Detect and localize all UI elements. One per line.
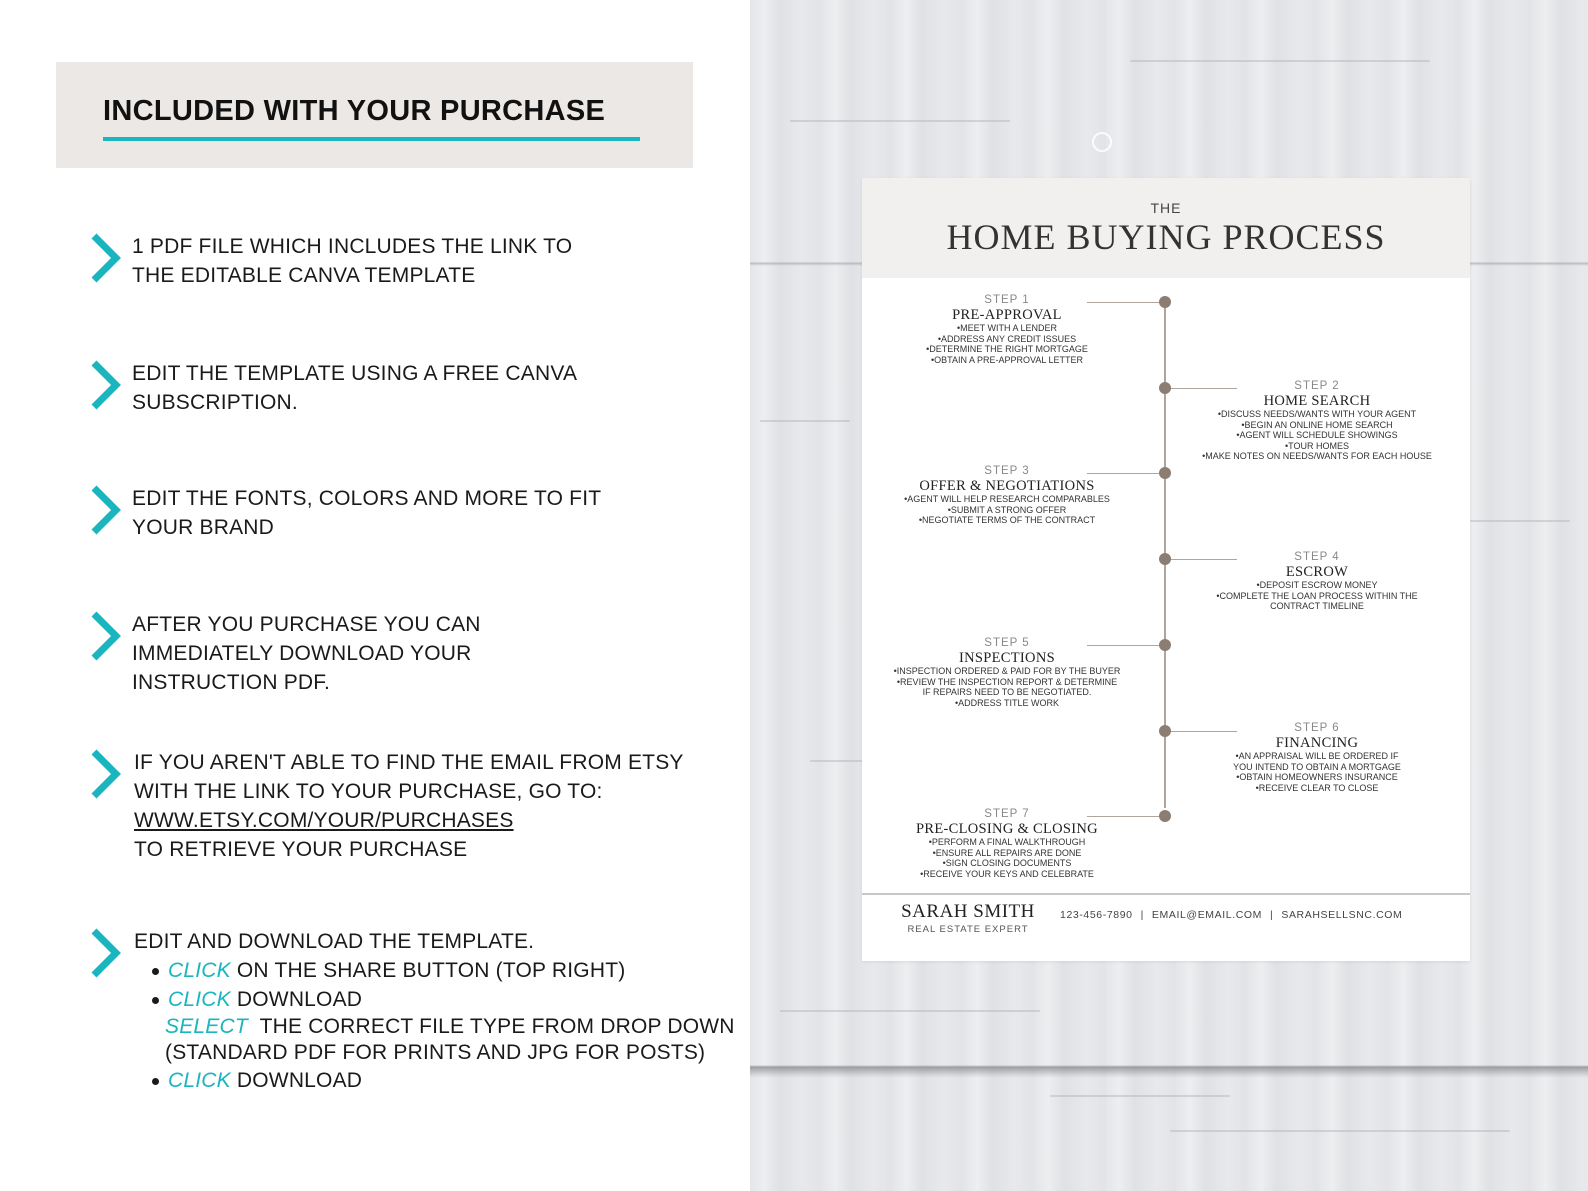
timeline-node bbox=[1159, 296, 1171, 308]
step-detail: •TOUR HOMES bbox=[1285, 440, 1349, 451]
timeline-step bbox=[1172, 721, 1462, 793]
step-detail: •SIGN CLOSING DOCUMENTS bbox=[942, 858, 1072, 868]
step-number: STEP 4 bbox=[1294, 551, 1340, 563]
bullet-item bbox=[134, 956, 735, 985]
bullet-item bbox=[134, 1066, 735, 1095]
item-line: EDIT THE FONTS, COLORS AND MORE TO FIT bbox=[132, 487, 602, 510]
chevron-right-icon bbox=[88, 232, 122, 284]
bullet-dot bbox=[152, 968, 159, 975]
item-line: 1 PDF FILE WHICH INCLUDES THE LINK TO bbox=[132, 235, 573, 258]
step-number: STEP 1 bbox=[984, 294, 1030, 306]
footer-divider bbox=[862, 893, 1470, 895]
item-line: YOUR BRAND bbox=[132, 516, 275, 539]
timeline-step bbox=[872, 807, 1142, 879]
step-detail: •AGENT WILL HELP RESEARCH COMPARABLES bbox=[904, 494, 1110, 504]
chevron-right-icon bbox=[88, 359, 122, 411]
step-title: OFFER & NEGOTIATIONS bbox=[919, 478, 1095, 494]
wood-grain bbox=[1050, 1095, 1230, 1097]
timeline-node bbox=[1159, 382, 1171, 394]
step-detail: •NEGOTIATE TERMS OF THE CONTRACT bbox=[918, 515, 1096, 525]
step-detail: •OBTAIN A PRE-APPROVAL LETTER bbox=[930, 354, 1084, 365]
step-detail: •DISCUSS NEEDS/WANTS WITH YOUR AGENT bbox=[1217, 409, 1417, 419]
flyer-preview bbox=[862, 178, 1470, 961]
flyer-header bbox=[862, 178, 1470, 278]
phone-icon bbox=[1092, 132, 1112, 152]
bullet-text: (STANDARD PDF FOR PRINTS AND JPG FOR POSTS) bbox=[165, 1041, 706, 1064]
flyer-title: HOME BUYING PROCESS bbox=[946, 217, 1386, 257]
bullet-text: DOWNLOAD bbox=[230, 988, 363, 1011]
email-address: EMAIL@EMAIL.COM bbox=[1151, 909, 1263, 921]
item-line: AFTER YOU PURCHASE YOU CAN bbox=[132, 613, 481, 636]
bullet-item bbox=[134, 985, 735, 1014]
step-detail: •ADDRESS ANY CREDIT ISSUES bbox=[937, 333, 1077, 344]
step-number: STEP 6 bbox=[1294, 722, 1340, 734]
agent-role: REAL ESTATE EXPERT bbox=[907, 924, 1029, 935]
step-title: INSPECTIONS bbox=[959, 650, 1055, 666]
bullet-verb: CLICK bbox=[168, 988, 231, 1011]
step-detail: •INSPECTION ORDERED & PAID FOR BY THE BUYER bbox=[893, 666, 1121, 676]
bullet-verb: CLICK bbox=[168, 959, 231, 982]
contact-line bbox=[1060, 909, 1402, 921]
wood-grain bbox=[1130, 60, 1430, 62]
item-line: IF YOU AREN'T ABLE TO FIND THE EMAIL FROM ETSY bbox=[134, 751, 684, 774]
timeline-node bbox=[1159, 725, 1171, 737]
step-title: HOME SEARCH bbox=[1263, 393, 1371, 409]
bullet-dot bbox=[152, 997, 159, 1004]
step-detail: •COMPLETE THE LOAN PROCESS WITHIN THE bbox=[1216, 590, 1418, 601]
bullet-dot bbox=[152, 1078, 159, 1085]
step-title: PRE-CLOSING & CLOSING bbox=[916, 821, 1098, 837]
step-detail: •ENSURE ALL REPAIRS ARE DONE bbox=[932, 847, 1082, 858]
step-number: STEP 3 bbox=[984, 465, 1030, 477]
item-line: TO RETRIEVE YOUR PURCHASE bbox=[134, 838, 468, 861]
bullet-text: THE CORRECT FILE TYPE FROM DROP DOWN bbox=[247, 1015, 735, 1038]
timeline-step bbox=[1172, 379, 1462, 462]
step-detail: •PERFORM A FINAL WALKTHROUGH bbox=[928, 837, 1086, 847]
bullet-text: ON THE SHARE BUTTON (TOP RIGHT) bbox=[230, 959, 626, 982]
wood-grain bbox=[780, 1010, 1040, 1012]
chevron-right-icon bbox=[88, 484, 122, 536]
instruction-bullets bbox=[134, 956, 735, 1095]
timeline-node bbox=[1159, 553, 1171, 565]
agent-name: SARAH SMITH bbox=[901, 901, 1035, 922]
timeline-step bbox=[872, 636, 1142, 708]
wood-grain bbox=[790, 120, 1010, 122]
item-line: EDIT THE TEMPLATE USING A FREE CANVA bbox=[132, 362, 578, 385]
website: SARAHSELLSNC.COM bbox=[1281, 909, 1403, 921]
step-detail: •RECEIVE YOUR KEYS AND CELEBRATE bbox=[920, 868, 1094, 879]
etsy-purchases-link[interactable]: WWW.ETSY.COM/YOUR/PURCHASES bbox=[134, 809, 514, 832]
step-detail: •DEPOSIT ESCROW MONEY bbox=[1256, 580, 1378, 590]
timeline-node bbox=[1159, 639, 1171, 651]
step-detail: CONTRACT TIMELINE bbox=[1270, 601, 1364, 611]
item-line: INSTRUCTION PDF. bbox=[132, 671, 331, 694]
step-detail: •OBTAIN HOMEOWNERS INSURANCE bbox=[1236, 772, 1398, 782]
step-detail: •REVIEW THE INSPECTION REPORT & DETERMINE bbox=[896, 676, 1118, 687]
bullet-text: DOWNLOAD bbox=[230, 1069, 363, 1092]
step-number: STEP 2 bbox=[1294, 380, 1340, 392]
step-detail: YOU INTEND TO OBTAIN A MORTGAGE bbox=[1233, 761, 1401, 772]
chevron-right-icon bbox=[88, 748, 122, 800]
bullet-item bbox=[134, 1014, 735, 1040]
separator: | bbox=[1140, 909, 1144, 921]
step-title: FINANCING bbox=[1275, 735, 1359, 751]
info-panel bbox=[0, 0, 750, 1191]
timeline-step bbox=[872, 464, 1142, 526]
step-title: ESCROW bbox=[1285, 564, 1349, 580]
step-detail: •DETERMINE THE RIGHT MORTGAGE bbox=[926, 344, 1088, 354]
bullet-verb: SELECT bbox=[165, 1015, 248, 1038]
wood-grain bbox=[760, 420, 850, 422]
wood-grain bbox=[1170, 1130, 1510, 1132]
step-number: STEP 5 bbox=[984, 637, 1030, 649]
timeline-node bbox=[1159, 467, 1171, 479]
step-detail: •SUBMIT A STRONG OFFER bbox=[947, 504, 1067, 515]
header-box bbox=[56, 62, 693, 168]
item-line: WITH THE LINK TO YOUR PURCHASE, GO TO: bbox=[134, 780, 603, 803]
step-detail: •AGENT WILL SCHEDULE SHOWINGS bbox=[1236, 430, 1398, 440]
item-line: THE EDITABLE CANVA TEMPLATE bbox=[132, 264, 476, 287]
item-line: SUBSCRIPTION. bbox=[132, 391, 298, 414]
step-detail: •MEET WITH A LENDER bbox=[956, 323, 1057, 333]
page-title: INCLUDED WITH YOUR PURCHASE bbox=[103, 95, 606, 127]
separator: | bbox=[1270, 909, 1274, 921]
chevron-right-icon bbox=[88, 610, 122, 662]
title-underline bbox=[103, 137, 640, 141]
wood-grain bbox=[1470, 520, 1570, 522]
flyer-pre-title: THE bbox=[1150, 200, 1182, 216]
bullet-verb: CLICK bbox=[168, 1069, 231, 1092]
step-detail: •BEGIN AN ONLINE HOME SEARCH bbox=[1241, 419, 1393, 430]
item-line: EDIT AND DOWNLOAD THE TEMPLATE. bbox=[134, 930, 535, 953]
phone-number: 123-456-7890 bbox=[1060, 909, 1133, 921]
step-title: PRE-APPROVAL bbox=[952, 307, 1062, 323]
step-detail: •MAKE NOTES ON NEEDS/WANTS FOR EACH HOUSE bbox=[1202, 451, 1432, 461]
step-detail: •RECEIVE CLEAR TO CLOSE bbox=[1255, 782, 1379, 793]
bullet-item bbox=[134, 1040, 735, 1066]
step-detail: •ADDRESS TITLE WORK bbox=[954, 697, 1059, 708]
item-line: IMMEDIATELY DOWNLOAD YOUR bbox=[132, 642, 472, 665]
chevron-right-icon bbox=[88, 927, 122, 979]
step-number: STEP 7 bbox=[984, 808, 1030, 820]
timeline-step bbox=[872, 293, 1142, 365]
step-detail: IF REPAIRS NEED TO BE NEGOTIATED. bbox=[922, 687, 1092, 697]
step-detail: •AN APPRAISAL WILL BE ORDERED IF bbox=[1235, 751, 1399, 761]
timeline-step bbox=[1172, 550, 1462, 612]
timeline-node bbox=[1159, 810, 1171, 822]
